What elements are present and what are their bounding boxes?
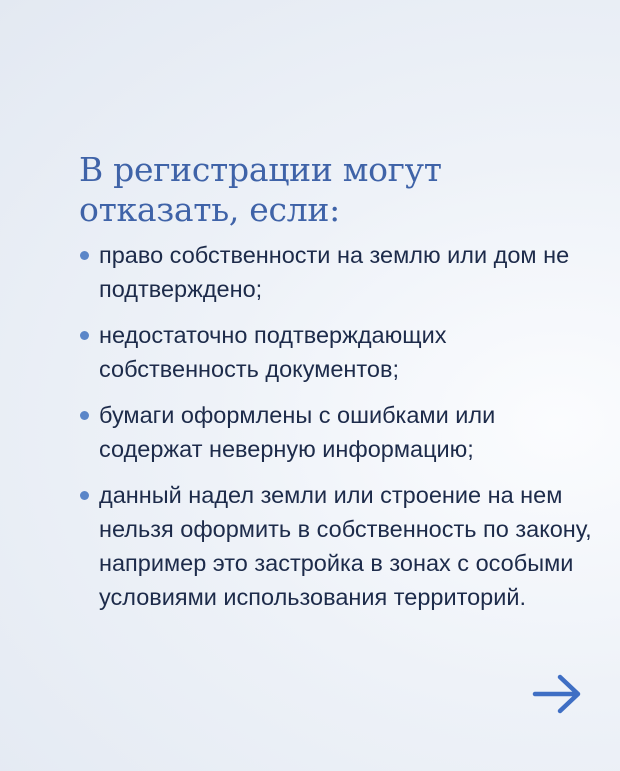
list-item	[79, 318, 599, 386]
list-item-text: недостаточно подтверждающих собственность документов;	[99, 322, 447, 382]
list-item-text: данный надел земли или строение на нем нельзя оформить в собственность по закону, например это застройка в зонах с особыми условиями использования территорий.	[99, 482, 592, 610]
list-item	[79, 398, 599, 466]
bullet-dot-icon	[80, 251, 89, 260]
refusal-reasons-list	[79, 238, 599, 626]
bullet-dot-icon	[80, 331, 89, 340]
arrow-right-icon[interactable]	[532, 672, 584, 716]
list-item	[79, 238, 599, 306]
list-item	[79, 478, 599, 614]
list-item-text: бумаги оформлены с ошибками или содержат неверную информацию;	[99, 402, 496, 462]
list-item-text: право собственности на землю или дом не подтверждено;	[99, 242, 570, 302]
bullet-dot-icon	[80, 411, 89, 420]
slide-heading: В регистрации могут отказать, если:	[79, 150, 442, 229]
bullet-dot-icon	[80, 491, 89, 500]
